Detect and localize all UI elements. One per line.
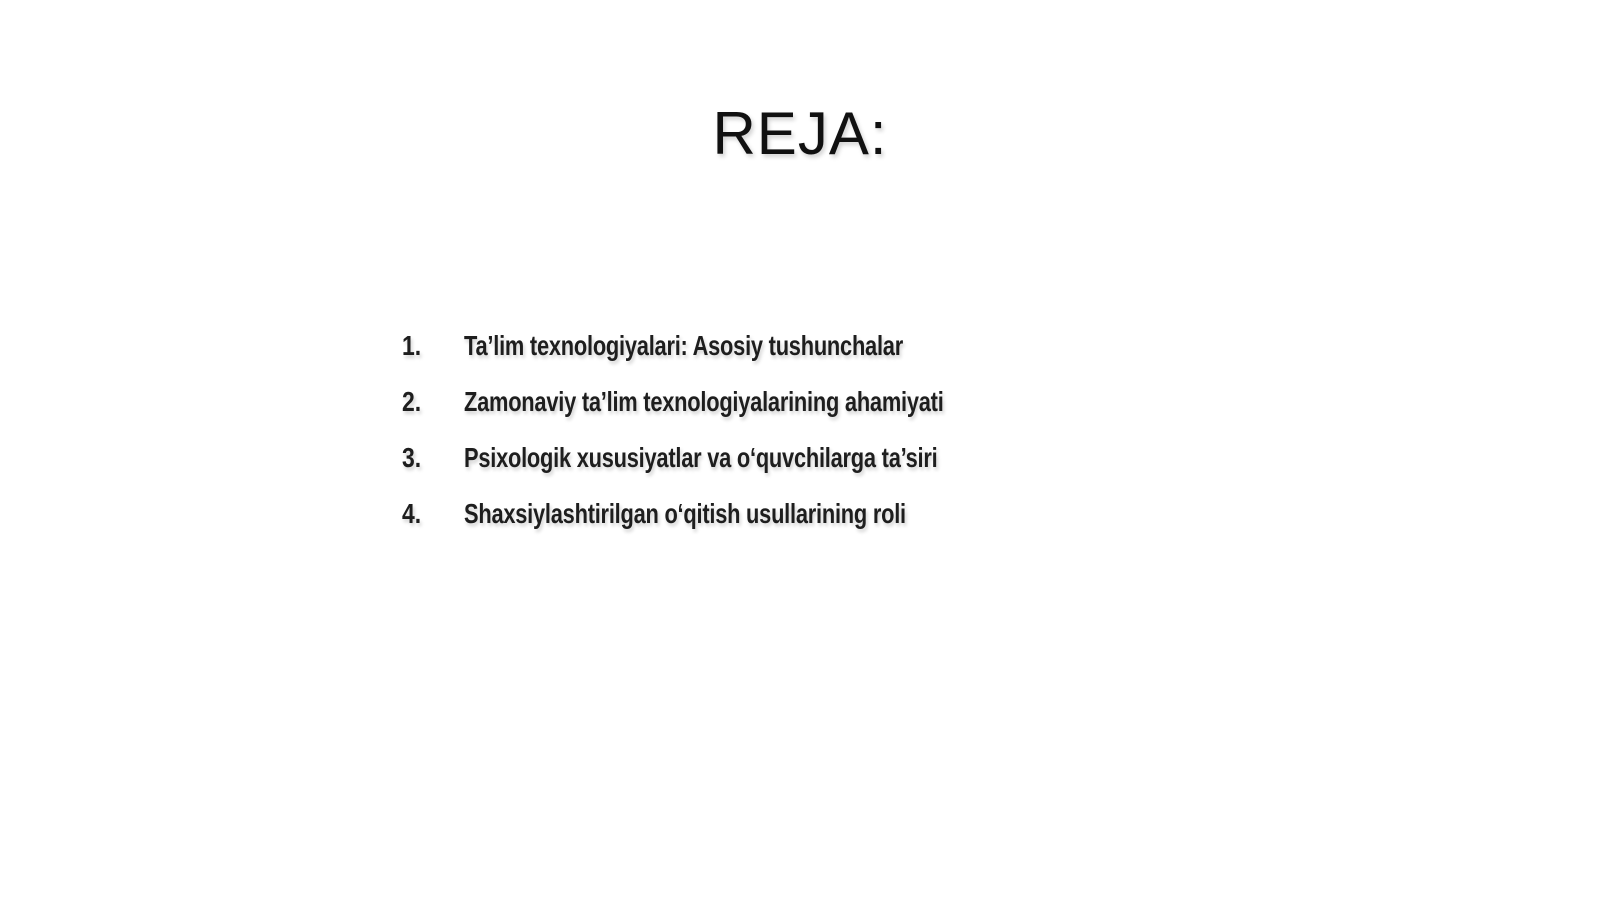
item-text: Ta’lim texnologiyalari: Asosiy tushunchalar — [464, 330, 903, 361]
list-item — [402, 486, 1079, 542]
item-text: Psixologik xususiyatlar va o‘quvchilarga ta’siri — [464, 442, 938, 473]
list-item — [402, 374, 1079, 430]
item-number: 2. — [402, 386, 422, 417]
item-text: Zamonaviy ta’lim texnologiyalarining ahamiyati — [464, 386, 944, 417]
item-number: 4. — [402, 498, 422, 529]
item-number: 1. — [402, 330, 422, 361]
plan-list — [402, 318, 1079, 542]
item-text: Shaxsiylashtirilgan o‘qitish usullarining roli — [464, 498, 906, 529]
list-item — [402, 318, 1079, 374]
slide-title: REJA: — [712, 100, 888, 167]
item-number: 3. — [402, 442, 422, 473]
list-item — [402, 430, 1079, 486]
